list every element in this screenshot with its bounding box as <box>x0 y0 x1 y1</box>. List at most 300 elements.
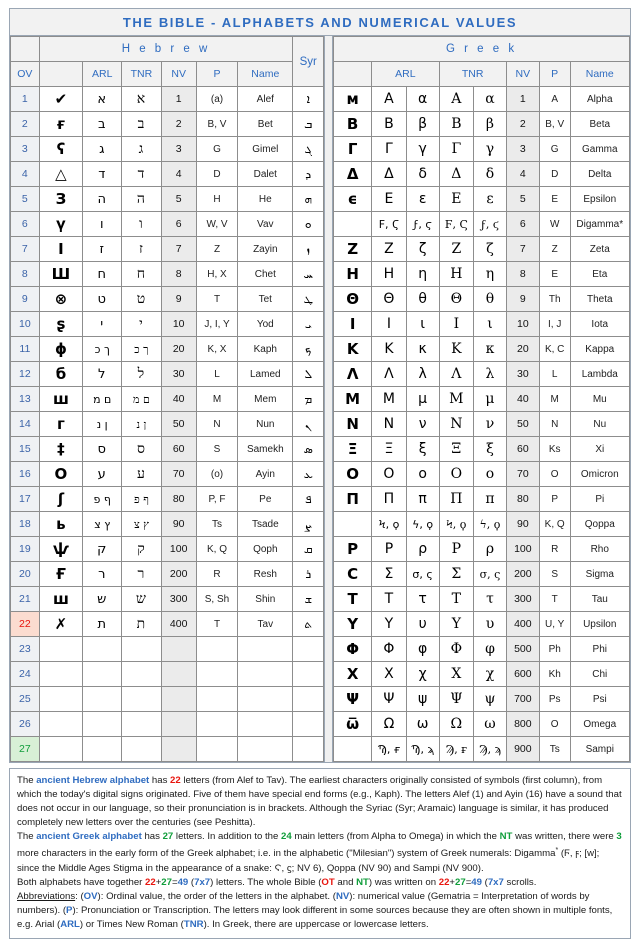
hebrew-pronunciation: K, Q <box>196 537 237 562</box>
greek-ancient-glyph: Φ <box>334 637 372 662</box>
hebrew-letter-name: Gimel <box>238 137 293 162</box>
hebrew-letter-name: Yod <box>238 312 293 337</box>
greek-arl-lowercase: ϝ, ϛ <box>406 212 439 237</box>
hebrew-pronunciation: D <box>196 162 237 187</box>
table-row <box>11 537 324 562</box>
greek-pronunciation: O <box>539 462 570 487</box>
header-greek-p: P <box>539 62 570 87</box>
hebrew-pronunciation: (a) <box>196 87 237 112</box>
hebrew-numerical-value: 100 <box>161 537 196 562</box>
hebrew-ancient-glyph: З <box>39 187 82 212</box>
greek-tnr-uppercase: Ψ <box>439 687 474 712</box>
greek-arl-uppercase: Ψ <box>372 687 407 712</box>
hebrew-tnr-glyph <box>122 637 161 662</box>
greek-pronunciation: D <box>539 162 570 187</box>
greek-tnr-uppercase: Δ <box>439 162 474 187</box>
greek-numerical-value: 30 <box>506 362 539 387</box>
greek-tnr-uppercase: Ϝ, Ϛ <box>439 212 474 237</box>
table-row <box>334 387 630 412</box>
greek-pronunciation: G <box>539 137 570 162</box>
greek-arl-lowercase: φ <box>406 637 439 662</box>
greek-pronunciation: Ph <box>539 637 570 662</box>
greek-pronunciation: Kh <box>539 662 570 687</box>
greek-letter-name: Eta <box>570 262 629 287</box>
table-row <box>11 287 324 312</box>
hebrew-ordinal-value: 23 <box>11 637 40 662</box>
greek-tnr-lowercase: χ <box>474 662 507 687</box>
hebrew-tnr-glyph: י <box>122 312 161 337</box>
syriac-glyph: ܓ <box>293 137 324 162</box>
hebrew-tnr-glyph: ן נ <box>122 412 161 437</box>
hebrew-ancient-glyph: ɸ <box>39 337 82 362</box>
table-row <box>334 662 630 687</box>
greek-letter-name: Sigma <box>570 562 629 587</box>
sum-27-a: 27 <box>161 876 172 888</box>
hebrew-pronunciation: N <box>196 412 237 437</box>
table-row <box>334 562 630 587</box>
hebrew-arl-glyph: ק <box>83 537 122 562</box>
hebrew-letter-name: Lamed <box>238 362 293 387</box>
greek-pronunciation: P <box>539 487 570 512</box>
greek-arl-lowercase: δ <box>406 162 439 187</box>
greek-arl-lowercase: ι <box>406 312 439 337</box>
label-abbreviations: Abbreviations <box>17 890 76 902</box>
greek-arl-uppercase: Ξ <box>372 437 407 462</box>
greek-tnr-lowercase: ρ <box>474 537 507 562</box>
hebrew-pronunciation: K, X <box>196 337 237 362</box>
greek-tnr-uppercase: Ν <box>439 412 474 437</box>
hebrew-numerical-value: 60 <box>161 437 196 462</box>
hebrew-arl-glyph <box>83 712 122 737</box>
syriac-glyph: ܘ <box>293 212 324 237</box>
greek-ancient-glyph: Θ <box>334 287 372 312</box>
hebrew-numerical-value: 40 <box>161 387 196 412</box>
greek-letter-name: Phi <box>570 637 629 662</box>
page-title: THE BIBLE - ALPHABETS AND NUMERICAL VALUES <box>122 14 518 30</box>
term-ancient-greek-alphabet: ancient Greek alphabet <box>36 831 142 843</box>
greek-arl-uppercase: Ϟ, ϙ <box>372 512 407 537</box>
hebrew-letter-name: Nun <box>238 412 293 437</box>
greek-arl-uppercase: Φ <box>372 637 407 662</box>
greek-ancient-glyph: Μ <box>334 387 372 412</box>
table-row <box>334 337 630 362</box>
hebrew-ordinal-value: 4 <box>11 162 40 187</box>
greek-tnr-lowercase: σ, ς <box>474 562 507 587</box>
greek-ancient-glyph: ᴍ <box>334 87 372 112</box>
hebrew-numerical-value: 10 <box>161 312 196 337</box>
hebrew-pronunciation: B, V <box>196 112 237 137</box>
greek-pronunciation: A <box>539 87 570 112</box>
greek-ancient-glyph: ϵ <box>334 187 372 212</box>
table-row <box>334 412 630 437</box>
hebrew-numerical-value: 50 <box>161 412 196 437</box>
greek-numerical-value: 5 <box>506 187 539 212</box>
greek-tnr-uppercase: Ε <box>439 187 474 212</box>
hebrew-ordinal-value: 18 <box>11 512 40 537</box>
greek-arl-uppercase: Ν <box>372 412 407 437</box>
table-row <box>334 612 630 637</box>
sum-22-b: 22 <box>438 876 450 888</box>
hebrew-ordinal-value: 8 <box>11 262 40 287</box>
greek-numerical-value: 4 <box>506 162 539 187</box>
hebrew-numerical-value: 6 <box>161 212 196 237</box>
greek-numerical-value: 200 <box>506 562 539 587</box>
greek-ancient-glyph: Δ <box>334 162 372 187</box>
greek-pronunciation: L <box>539 362 570 387</box>
greek-ancient-glyph <box>334 737 372 762</box>
table-row <box>11 487 324 512</box>
hebrew-tnr-glyph: ו <box>122 212 161 237</box>
greek-arl-lowercase: λ <box>406 362 439 387</box>
hebrew-numerical-value: 200 <box>161 562 196 587</box>
hebrew-arl-glyph: ה <box>83 187 122 212</box>
table-row <box>334 212 630 237</box>
hebrew-letter-name <box>238 687 293 712</box>
greek-numerical-value: 600 <box>506 662 539 687</box>
greek-letter-name: Delta <box>570 162 629 187</box>
greek-ancient-glyph: Λ <box>334 362 372 387</box>
greek-ancient-glyph: Υ <box>334 612 372 637</box>
greek-pronunciation: Th <box>539 287 570 312</box>
greek-pronunciation: Ks <box>539 437 570 462</box>
greek-tnr-uppercase: Ρ <box>439 537 474 562</box>
syriac-glyph: ܛ <box>293 287 324 312</box>
hebrew-letter-name: Pe <box>238 487 293 512</box>
table-row <box>334 537 630 562</box>
table-row <box>11 362 324 387</box>
hebrew-letter-name: Kaph <box>238 337 293 362</box>
sum-22-a: 22 <box>145 876 156 888</box>
greek-arl-uppercase: Β <box>372 112 407 137</box>
greek-tnr-uppercase: Π <box>439 487 474 512</box>
greek-arl-lowercase: η <box>406 262 439 287</box>
hebrew-tnr-glyph: ט <box>122 287 161 312</box>
greek-arl-lowercase: ϟ, ϙ <box>406 512 439 537</box>
hebrew-ordinal-value: 17 <box>11 487 40 512</box>
syriac-glyph: ܥ <box>293 462 324 487</box>
table-row <box>334 437 630 462</box>
hebrew-pronunciation: R <box>196 562 237 587</box>
greek-tnr-uppercase: Γ <box>439 137 474 162</box>
greek-arl-lowercase: σ, ς <box>406 562 439 587</box>
hebrew-letter-name: Ayin <box>238 462 293 487</box>
table-row <box>334 287 630 312</box>
greek-tnr-lowercase: ζ <box>474 237 507 262</box>
greek-numerical-value: 8 <box>506 262 539 287</box>
greek-numerical-value: 800 <box>506 712 539 737</box>
hebrew-ancient-glyph: ш <box>39 387 82 412</box>
hebrew-ordinal-value: 22 <box>11 612 40 637</box>
hebrew-arl-glyph: ר <box>83 562 122 587</box>
greek-table-body <box>334 87 630 762</box>
greek-ancient-glyph: I <box>334 312 372 337</box>
hebrew-ordinal-value: 26 <box>11 712 40 737</box>
table-row <box>334 712 630 737</box>
greek-arl-lowercase: κ <box>406 337 439 362</box>
greek-numerical-value: 700 <box>506 687 539 712</box>
table-row <box>11 687 324 712</box>
greek-ancient-glyph: Ο <box>334 462 372 487</box>
hebrew-ordinal-value: 14 <box>11 412 40 437</box>
greek-arl-lowercase: μ <box>406 387 439 412</box>
hebrew-letter-name: Bet <box>238 112 293 137</box>
greek-ancient-glyph: Ζ <box>334 237 372 262</box>
greek-numerical-value: 80 <box>506 487 539 512</box>
greek-ancient-glyph: ω̅ <box>334 712 372 737</box>
hebrew-ancient-glyph: O <box>39 462 82 487</box>
greek-arl-lowercase: ε <box>406 187 439 212</box>
greek-numerical-value: 40 <box>506 387 539 412</box>
greek-pronunciation: Ps <box>539 687 570 712</box>
syriac-glyph: ܦ <box>293 487 324 512</box>
hebrew-pronunciation <box>196 687 237 712</box>
header-ancient-greek <box>334 62 372 87</box>
hebrew-tnr-glyph: ם מ <box>122 387 161 412</box>
count-extra-greek: 3 <box>616 831 622 843</box>
hebrew-letter-name <box>238 662 293 687</box>
greek-arl-lowercase: γ <box>406 137 439 162</box>
hebrew-ordinal-value: 15 <box>11 437 40 462</box>
greek-arl-uppercase: Ι <box>372 312 407 337</box>
greek-tnr-lowercase: υ <box>474 612 507 637</box>
hebrew-arl-glyph: ל <box>83 362 122 387</box>
greek-tnr-lowercase: ο <box>474 462 507 487</box>
greek-arl-uppercase: Σ <box>372 562 407 587</box>
syriac-glyph: ܟ <box>293 337 324 362</box>
hebrew-pronunciation: T <box>196 612 237 637</box>
header-ov: OV <box>11 62 40 87</box>
table-row <box>334 512 630 537</box>
greek-numerical-value: 500 <box>506 637 539 662</box>
greek-tnr-lowercase: κ <box>474 337 507 362</box>
hebrew-ordinal-value: 24 <box>11 662 40 687</box>
table-row <box>11 437 324 462</box>
hebrew-ordinal-value: 6 <box>11 212 40 237</box>
sum-7x7-a: 7x7 <box>194 876 211 888</box>
greek-letter-name: Chi <box>570 662 629 687</box>
hebrew-pronunciation: Z <box>196 237 237 262</box>
greek-arl-uppercase: Χ <box>372 662 407 687</box>
hebrew-pronunciation: Ts <box>196 512 237 537</box>
abbr-ov: OV <box>83 890 98 902</box>
greek-letter-name: Tau <box>570 587 629 612</box>
hebrew-pronunciation: J, I, Y <box>196 312 237 337</box>
hebrew-letter-name: Mem <box>238 387 293 412</box>
hebrew-arl-glyph: ן נ <box>83 412 122 437</box>
greek-tnr-uppercase: Υ <box>439 612 474 637</box>
table-row <box>11 337 324 362</box>
hebrew-tnr-glyph: ד <box>122 162 161 187</box>
hebrew-numerical-value: 80 <box>161 487 196 512</box>
abbr-arl: ARL <box>60 919 80 931</box>
greek-numerical-value: 90 <box>506 512 539 537</box>
greek-tnr-lowercase: λ <box>474 362 507 387</box>
hebrew-arl-glyph: ף פ <box>83 487 122 512</box>
hebrew-pronunciation: W, V <box>196 212 237 237</box>
hebrew-numerical-value: 400 <box>161 612 196 637</box>
syriac-glyph: ܚ <box>293 262 324 287</box>
footnote-line-2: The ancient Greek alphabet has 27 letters. In addition to the 24 main letters (from Alpha to Omega) in which the NT was written, there were 3 more characters in the early form of the Greek alphabet; i.e. in the alphabetic ("Milesian") system of Greek numerals: Digamma* (Ϝ, ϝ; [w]; since the Middle Ages Stigma in the appearance of a snake: Ϛ, ϛ; NV 6), Qoppa (NV 90) and Sampi (NV 900). <box>17 831 622 874</box>
table-row <box>334 462 630 487</box>
table-row <box>334 87 630 112</box>
greek-tnr-lowercase: φ <box>474 637 507 662</box>
greek-letter-name: Gamma <box>570 137 629 162</box>
hebrew-letter-name <box>238 737 293 762</box>
hebrew-letter-name: Tet <box>238 287 293 312</box>
greek-letter-name: Iota <box>570 312 629 337</box>
greek-arl-lowercase: χ <box>406 662 439 687</box>
greek-tnr-uppercase: Σ <box>439 562 474 587</box>
header-spacer-ov <box>11 37 40 62</box>
hebrew-tnr-glyph: ס <box>122 437 161 462</box>
header-hebrew-name: Name <box>238 62 293 87</box>
hebrew-ancient-glyph: I <box>39 237 82 262</box>
hebrew-ancient-glyph <box>39 712 82 737</box>
greek-letter-name: Kappa <box>570 337 629 362</box>
greek-tnr-lowercase: δ <box>474 162 507 187</box>
table-row <box>11 87 324 112</box>
hebrew-ordinal-value: 20 <box>11 562 40 587</box>
hebrew-pronunciation <box>196 737 237 762</box>
hebrew-arl-glyph: ח <box>83 262 122 287</box>
hebrew-arl-glyph: ד <box>83 162 122 187</box>
syriac-glyph: ܡ <box>293 387 324 412</box>
hebrew-tnr-glyph: ת <box>122 612 161 637</box>
table-row <box>11 512 324 537</box>
table-row <box>11 262 324 287</box>
hebrew-tnr-glyph: ב <box>122 112 161 137</box>
hebrew-letter-name: Tsade <box>238 512 293 537</box>
hebrew-ordinal-value: 10 <box>11 312 40 337</box>
count-hebrew-letters: 22 <box>170 775 181 786</box>
greek-arl-uppercase: Ε <box>372 187 407 212</box>
footnotes <box>9 768 631 939</box>
table-row <box>11 212 324 237</box>
hebrew-numerical-value <box>161 637 196 662</box>
greek-numerical-value: 70 <box>506 462 539 487</box>
greek-ancient-glyph: Ψ <box>334 687 372 712</box>
greek-arl-uppercase: Π <box>372 487 407 512</box>
table-row <box>334 137 630 162</box>
greek-ancient-glyph: Ξ <box>334 437 372 462</box>
hebrew-arl-glyph: ש <box>83 587 122 612</box>
hebrew-ancient-glyph <box>39 687 82 712</box>
greek-arl-lowercase: θ <box>406 287 439 312</box>
greek-arl-uppercase: Γ <box>372 137 407 162</box>
hebrew-ordinal-value: 12 <box>11 362 40 387</box>
header-hebrew-p: P <box>196 62 237 87</box>
header-greek-tnr: TNR <box>439 62 506 87</box>
greek-arl-uppercase: Τ <box>372 587 407 612</box>
greek-numerical-value: 3 <box>506 137 539 162</box>
greek-arl-lowercase: ζ <box>406 237 439 262</box>
greek-pronunciation: U, Y <box>539 612 570 637</box>
greek-letter-name: Omicron <box>570 462 629 487</box>
greek-numerical-value: 900 <box>506 737 539 762</box>
greek-pronunciation: Ts <box>539 737 570 762</box>
hebrew-numerical-value <box>161 712 196 737</box>
table-row <box>334 262 630 287</box>
greek-tnr-uppercase: Φ <box>439 637 474 662</box>
hebrew-numerical-value: 300 <box>161 587 196 612</box>
hebrew-tnr-glyph: ה <box>122 187 161 212</box>
hebrew-numerical-value: 30 <box>161 362 196 387</box>
hebrew-tnr-glyph: ף פ <box>122 487 161 512</box>
term-ancient-hebrew-alphabet: ancient Hebrew alphabet <box>36 775 150 786</box>
table-row <box>11 387 324 412</box>
hebrew-ordinal-value: 5 <box>11 187 40 212</box>
syriac-glyph: ܢ <box>293 412 324 437</box>
syriac-glyph: ܬ <box>293 612 324 637</box>
greek-ancient-glyph: Ϲ <box>334 562 372 587</box>
greek-letter-name: Theta <box>570 287 629 312</box>
hebrew-pronunciation <box>196 662 237 687</box>
header-greek-name: Name <box>570 62 629 87</box>
greek-arl-lowercase: α <box>406 87 439 112</box>
table-divider <box>324 36 333 762</box>
table-row <box>11 162 324 187</box>
hebrew-pronunciation: S <box>196 437 237 462</box>
hebrew-column-header-row <box>11 62 324 87</box>
hebrew-ordinal-value: 9 <box>11 287 40 312</box>
greek-numerical-value: 7 <box>506 237 539 262</box>
hebrew-arl-glyph: ך כ <box>83 337 122 362</box>
table-row <box>11 112 324 137</box>
hebrew-tnr-glyph: ר <box>122 562 161 587</box>
greek-tnr-lowercase: τ <box>474 587 507 612</box>
greek-tnr-lowercase: ψ <box>474 687 507 712</box>
hebrew-numerical-value: 20 <box>161 337 196 362</box>
hebrew-tnr-glyph <box>122 737 161 762</box>
hebrew-tnr-glyph: א <box>122 87 161 112</box>
greek-arl-uppercase: Α <box>372 87 407 112</box>
greek-numerical-value: 10 <box>506 312 539 337</box>
syriac-glyph: ܒ <box>293 112 324 137</box>
sum-49-a: 49 <box>177 876 189 888</box>
hebrew-ancient-glyph: ✔ <box>39 87 82 112</box>
header-ancient-hebrew <box>39 62 82 87</box>
greek-column-header-row <box>334 62 630 87</box>
syriac-glyph: ܫ <box>293 587 324 612</box>
sum-27-b: 27 <box>455 876 466 888</box>
syriac-glyph <box>293 712 324 737</box>
hebrew-pronunciation: H, X <box>196 262 237 287</box>
greek-tnr-uppercase: Ω <box>439 712 474 737</box>
greek-numerical-value: 20 <box>506 337 539 362</box>
greek-ancient-glyph: Γ <box>334 137 372 162</box>
greek-pronunciation: K, Q <box>539 512 570 537</box>
greek-letter-name: Sampi <box>570 737 629 762</box>
greek-tnr-lowercase: ω <box>474 712 507 737</box>
syriac-glyph: ܪ <box>293 562 324 587</box>
greek-tnr-uppercase: Θ <box>439 287 474 312</box>
greek-letter-name: Lambda <box>570 362 629 387</box>
greek-pronunciation: K, C <box>539 337 570 362</box>
greek-arl-uppercase: Δ <box>372 162 407 187</box>
hebrew-letter-name: Qoph <box>238 537 293 562</box>
greek-tnr-uppercase: Ζ <box>439 237 474 262</box>
hebrew-ancient-glyph: ʂ <box>39 312 82 337</box>
hebrew-pronunciation: G <box>196 137 237 162</box>
greek-tnr-lowercase: ϟ, ϙ <box>474 512 507 537</box>
greek-arl-lowercase: ρ <box>406 537 439 562</box>
greek-tnr-uppercase: Λ <box>439 362 474 387</box>
hebrew-letter-name: Alef <box>238 87 293 112</box>
greek-pronunciation: W <box>539 212 570 237</box>
table-row <box>334 187 630 212</box>
greek-arl-uppercase: Μ <box>372 387 407 412</box>
table-row <box>11 712 324 737</box>
